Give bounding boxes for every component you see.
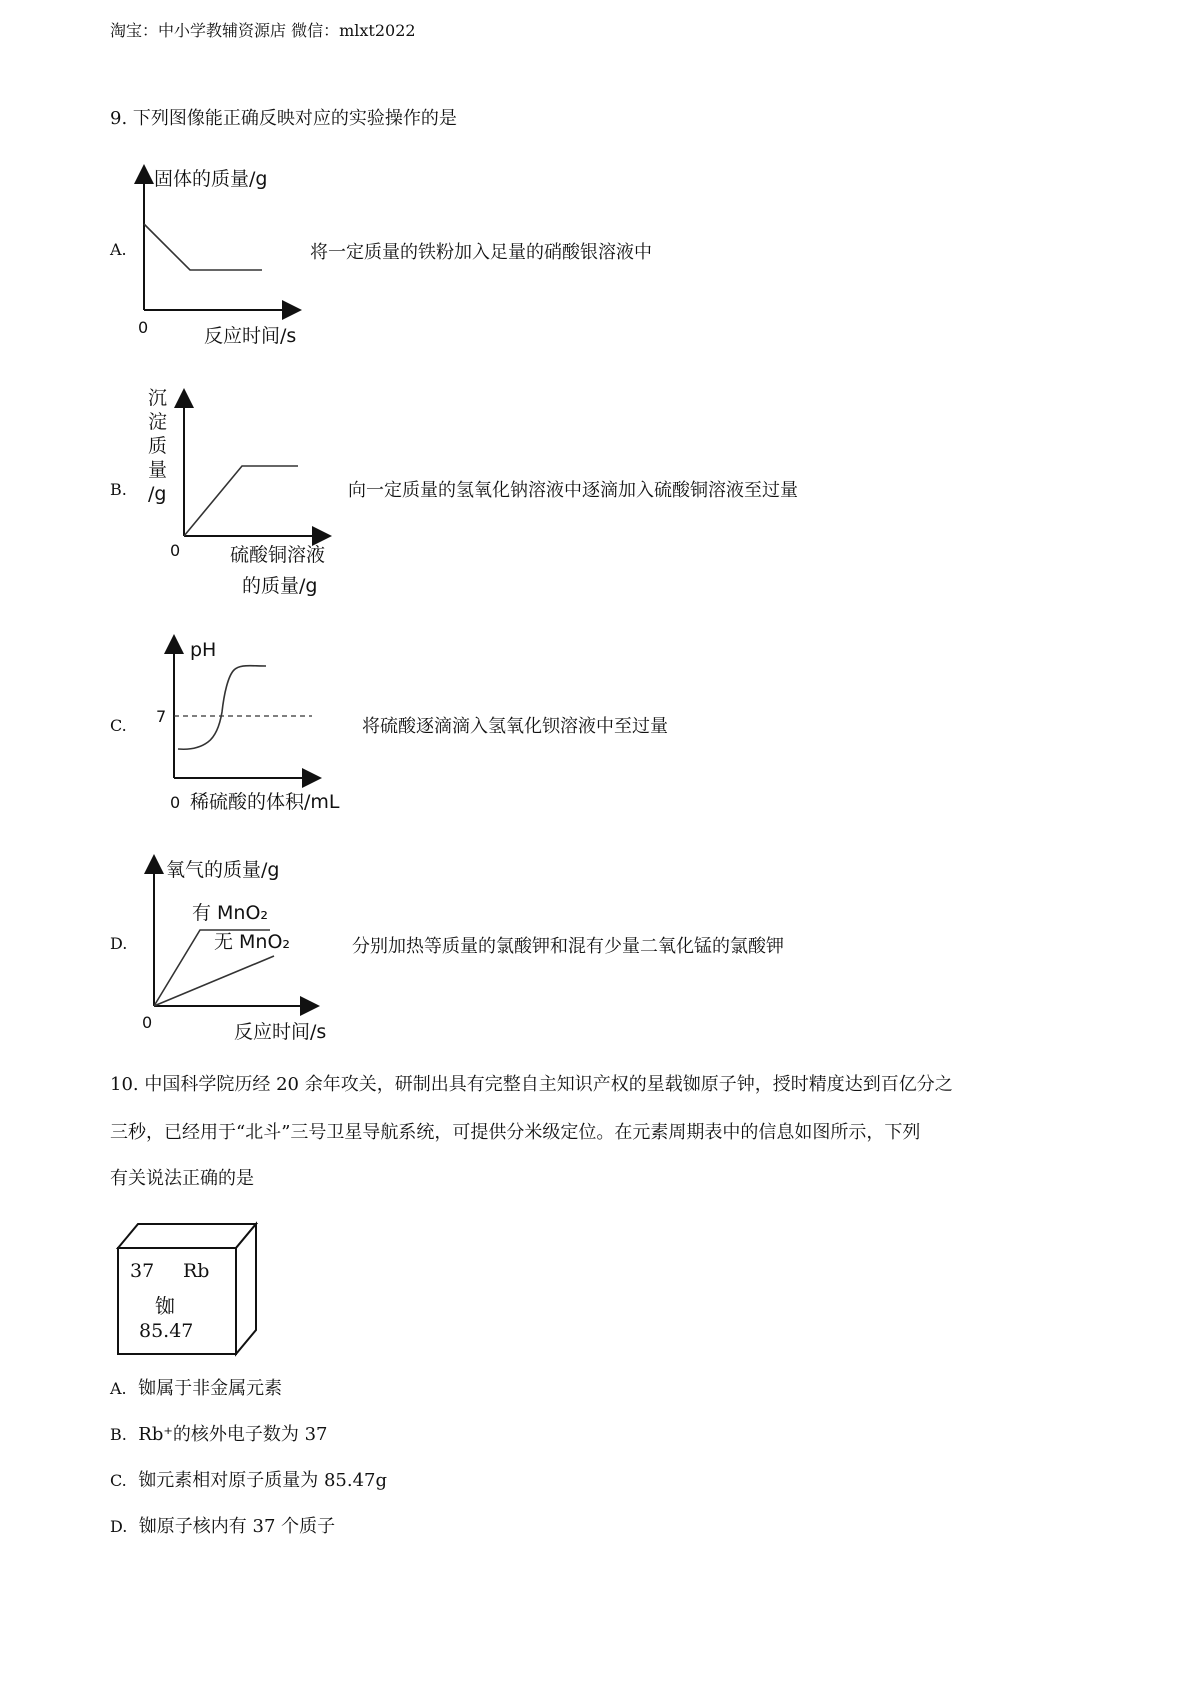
q9-option-a-desc: 将一定质量的铁粉加入足量的硝酸银溶液中	[310, 242, 652, 263]
ph-curve	[178, 666, 266, 750]
q10-option-a[interactable]	[110, 1374, 282, 1400]
element-name: 铷	[155, 1294, 175, 1318]
without-mno2-line	[154, 956, 274, 1006]
ylabel-char: 质	[148, 435, 168, 457]
x-axis-label-line2: 的质量/g	[242, 575, 318, 597]
q10-option-c[interactable]	[110, 1466, 387, 1492]
q9-option-b-desc: 向一定质量的氢氧化钠溶液中逐滴加入硫酸铜溶液至过量	[348, 480, 798, 501]
ph7-label: 7	[156, 707, 167, 726]
atomic-mass: 85.47	[139, 1320, 194, 1342]
x-axis-label: 反应时间/s	[234, 1021, 327, 1043]
x-axis-label-line1: 硫酸铜溶液	[230, 544, 326, 566]
solid-mass-line	[144, 224, 262, 270]
ylabel-char: /g	[148, 483, 167, 505]
q9-option-b-graph	[170, 388, 340, 598]
q10-stem-line2: 三秒，已经用于“北斗”三号卫星导航系统，可提供分米级定位。在元素周期表中的信息如图所示，下列	[110, 1122, 921, 1143]
q10-stem-line1: 10. 中国科学院历经 20 余年攻关，研制出具有完整自主知识产权的星载铷原子钟，授时精度达到百亿分之	[110, 1074, 953, 1095]
q9-option-c-letter: C.	[110, 716, 127, 735]
q10-option-c-letter: C.	[110, 1471, 127, 1490]
q9-option-b-ylabel	[148, 386, 170, 506]
x-axis-label: 稀硫酸的体积/mL	[190, 791, 340, 813]
q9-option-a-graph	[130, 160, 310, 350]
q10-option-c-text: 铷元素相对原子质量为 85.47g	[138, 1470, 387, 1491]
series-with-mno2-label: 有 MnO₂	[192, 902, 269, 924]
q10-option-d-text: 铷原子核内有 37 个质子	[138, 1516, 336, 1537]
q9-option-c-graph	[150, 632, 360, 822]
q10-option-d-letter: D.	[110, 1517, 128, 1536]
q9-option-d-letter: D.	[110, 934, 128, 953]
q9-option-d-graph	[130, 852, 360, 1048]
q10-option-a-text: 铷属于非金属元素	[138, 1378, 283, 1399]
origin-label: 0	[170, 793, 181, 812]
ylabel-char: 沉	[148, 387, 168, 409]
q9-stem: 9. 下列图像能正确反映对应的实验操作的是	[110, 108, 457, 129]
ylabel-char: 淀	[148, 411, 168, 433]
q10-option-d[interactable]	[110, 1512, 335, 1538]
y-axis-label: 氧气的质量/g	[166, 859, 280, 881]
x-axis-label: 反应时间/s	[204, 325, 297, 347]
q10-option-b[interactable]	[110, 1420, 328, 1446]
series-without-mno2-label: 无 MnO₂	[214, 931, 291, 953]
y-axis-label: 固体的质量/g	[154, 168, 268, 190]
y-axis-label: pH	[190, 639, 217, 661]
ylabel-char: 量	[148, 459, 168, 481]
q9-option-b-letter: B.	[110, 480, 127, 499]
element-cube	[110, 1218, 260, 1358]
q10-option-b-letter: B.	[110, 1425, 127, 1444]
origin-label: 0	[138, 318, 149, 337]
atomic-number: 37	[130, 1260, 155, 1282]
q10-option-b-text: Rb⁺的核外电子数为 37	[138, 1424, 328, 1445]
precipitate-line	[184, 466, 298, 536]
origin-label: 0	[170, 541, 181, 560]
q9-option-c-desc: 将硫酸逐滴滴入氢氧化钡溶液中至过量	[362, 716, 668, 737]
origin-label: 0	[142, 1013, 153, 1032]
page-header: 淘宝：中小学教辅资源店 微信：mlxt2022	[110, 21, 416, 40]
q10-option-a-letter: A.	[110, 1379, 127, 1398]
element-symbol: Rb	[183, 1260, 210, 1282]
q10-stem-line3: 有关说法正确的是	[110, 1168, 254, 1189]
q9-option-d-desc: 分别加热等质量的氯酸钾和混有少量二氧化锰的氯酸钾	[352, 936, 784, 957]
q9-option-a-letter: A.	[110, 240, 127, 259]
